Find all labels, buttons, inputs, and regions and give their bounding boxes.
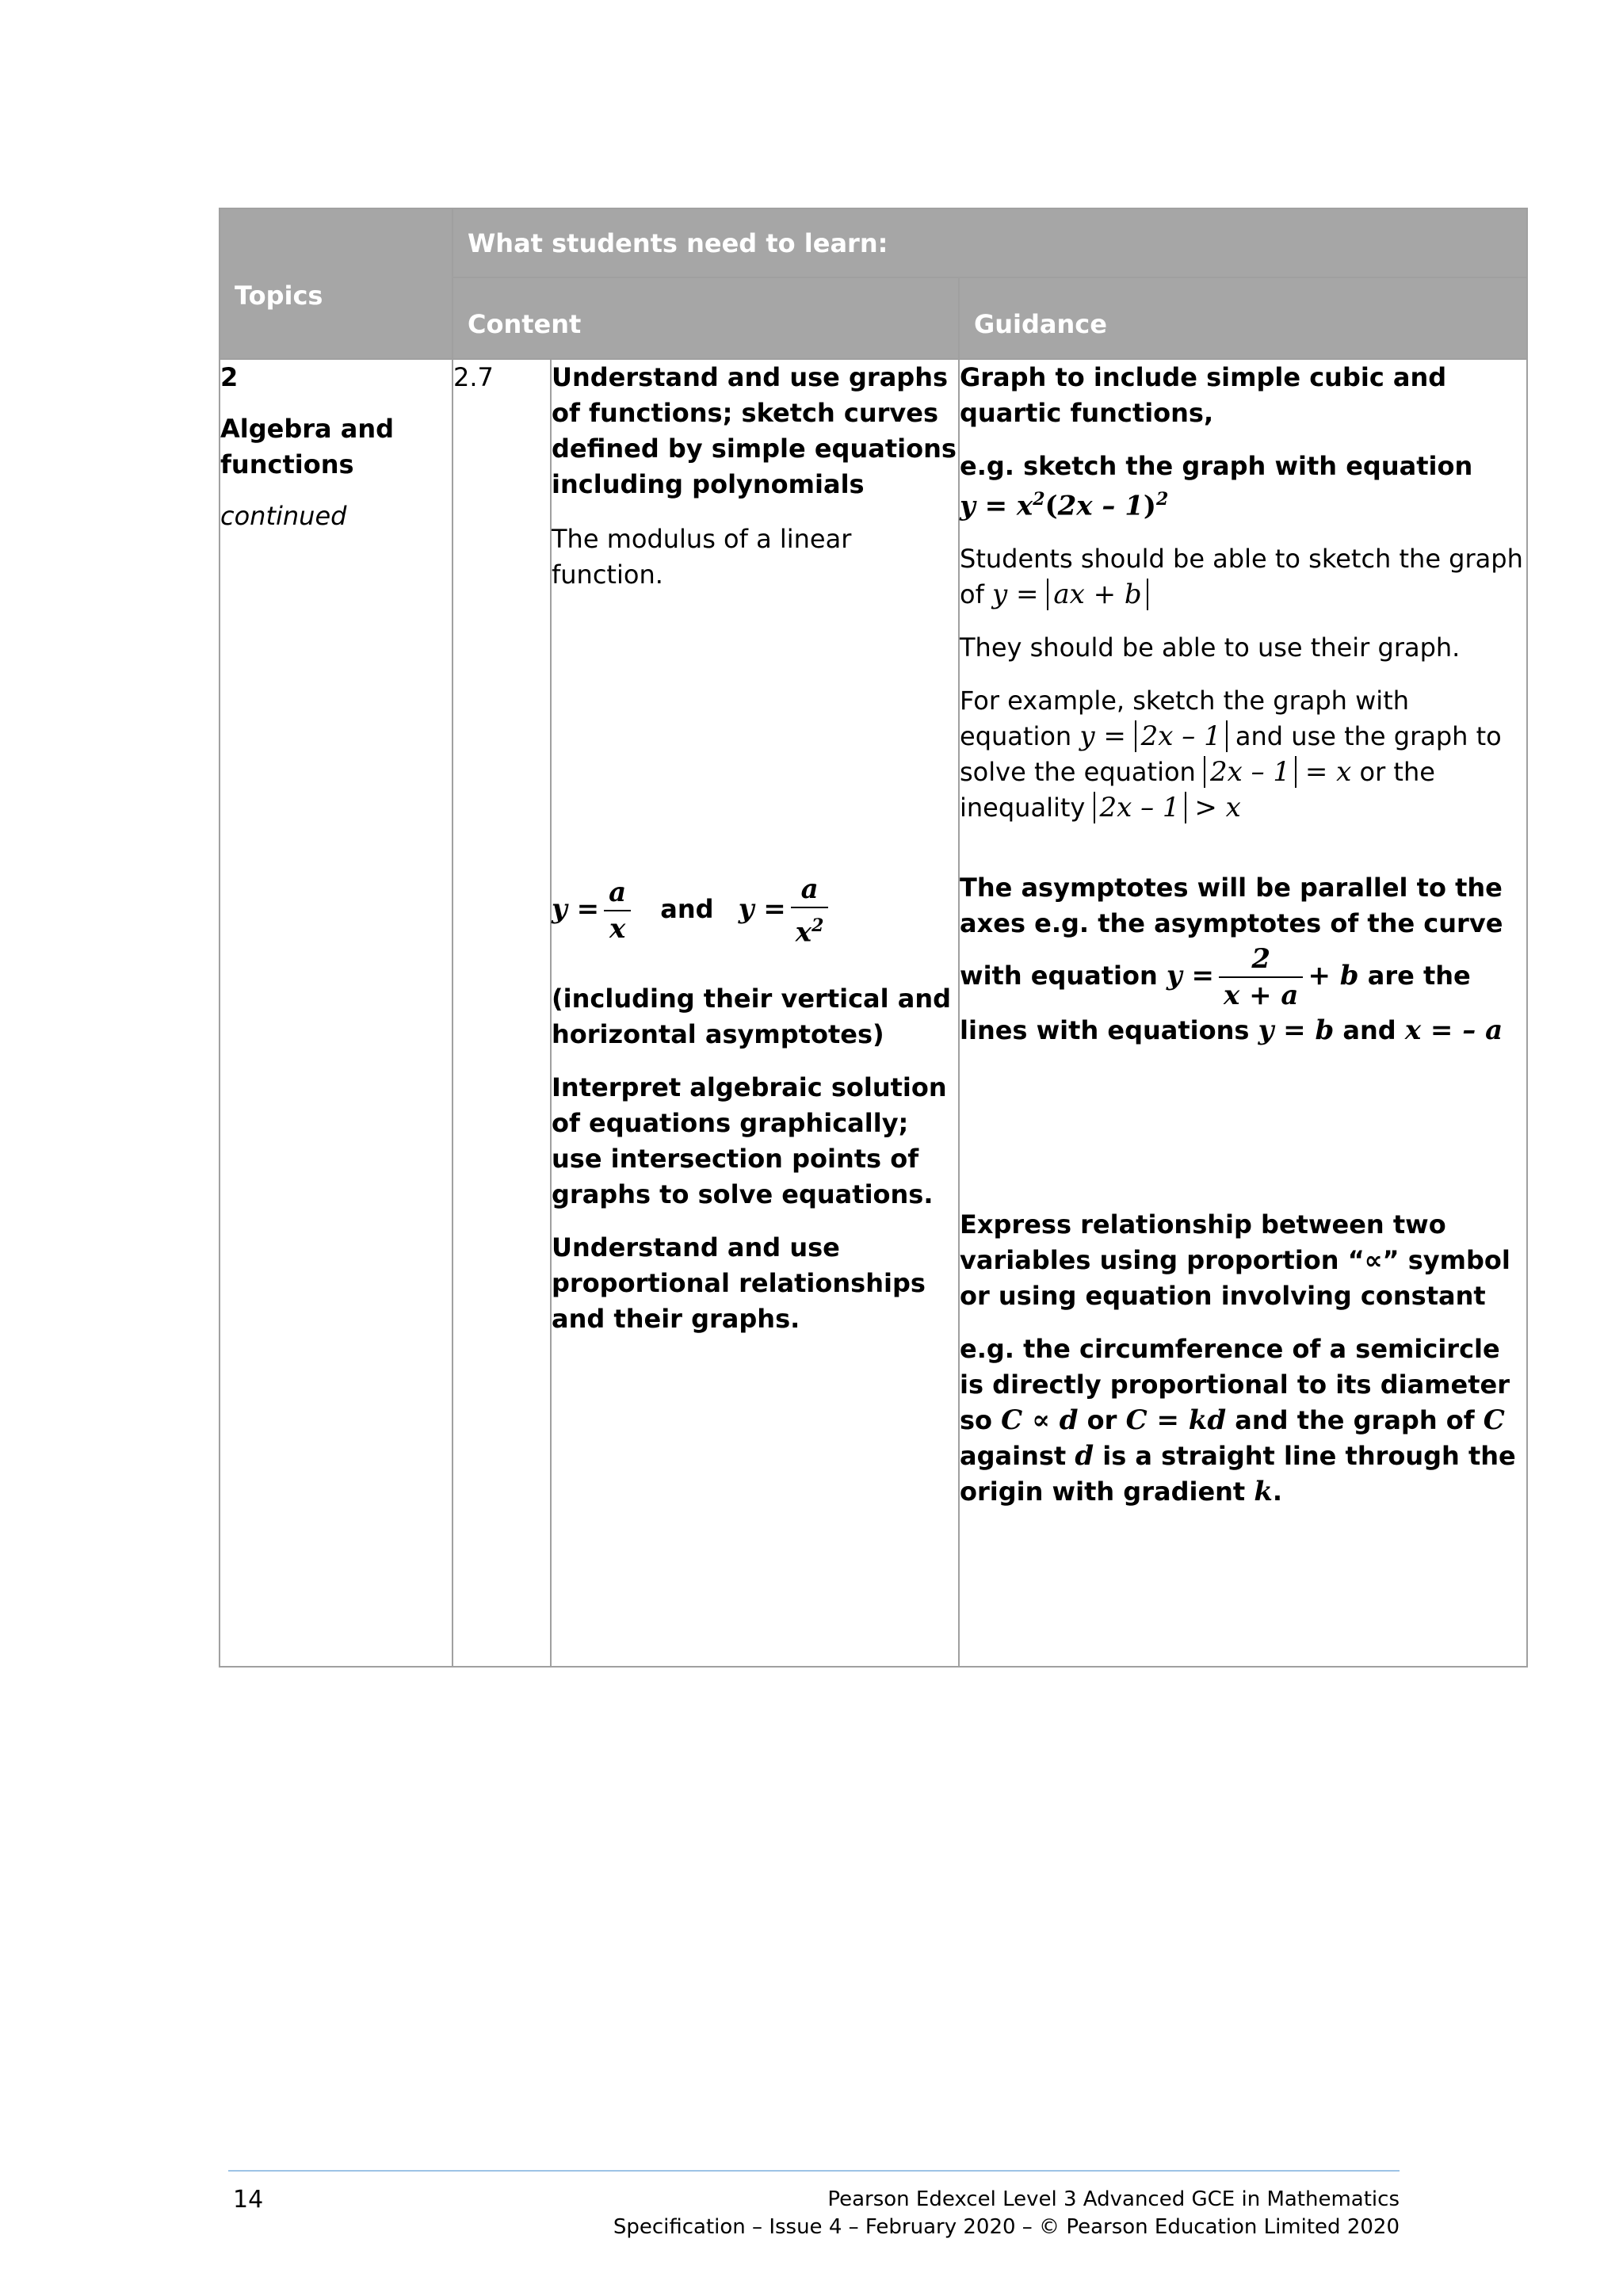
reference-cell (453, 359, 551, 1667)
header-topics: Topics (220, 208, 453, 359)
equation-y-equals-a-over-x: y = $\frac{a}{x}$ (552, 893, 636, 925)
variable-k: k (1254, 1476, 1273, 1508)
equation-c-equals-kd: C = kd (1125, 1404, 1227, 1437)
guidance-modulus-sketch: Students should be able to sketch the graph of y = ax + b (960, 544, 1523, 611)
variable-d: d (1075, 1440, 1094, 1473)
guidance-use-graph: They should be able to use their graph. (960, 632, 1461, 663)
equation-c-proportional-d: C ∝ d (1001, 1404, 1079, 1437)
guidance-express-proportion: Express relationship between two variables using proportion “∝” symbol or using equation involving constant (960, 1209, 1510, 1312)
equation-y-equals-b: y = b (1258, 1014, 1335, 1047)
content-asymptotes-note: (including their vertical and horizontal asymptotes) (552, 984, 952, 1050)
equation-abs-2x-minus-1-equals-x: 2x – 1 = x (1204, 756, 1351, 788)
inequality-abs-2x-minus-1-greater-than-x: 2x – 1 > x (1094, 792, 1241, 823)
content-graphs-of-functions: Understand and use graphs of functions; sketch curves defined by simple equations including polynomials (552, 362, 957, 499)
topic-name: Algebra and functions (220, 414, 395, 479)
content-interpret-algebraic: Interpret algebraic solution of equations graphically; use intersection points of graphs to solve equations. (552, 1072, 947, 1210)
footer-specification: Specification – Issue 4 – February 2020 – © Pearson Education Limited 2020 (613, 2215, 1400, 2239)
equation-y-equals-abs-2x-minus-1: y = 2x – 1 (1079, 720, 1227, 752)
content-proportional: Understand and use proportional relationships and their graphs. (552, 1232, 926, 1335)
specification-table (219, 208, 1528, 1668)
topic-number: 2 (220, 362, 239, 392)
topic-continued: continued (220, 501, 347, 531)
header-content: Content (453, 277, 959, 359)
equation-y-equals-a-over-x-squared: y = $\frac{a}{x^2}$ (739, 893, 834, 925)
equation-x-equals-minus-a: x = – a (1404, 1014, 1503, 1047)
equation-y-equals-abs-ax-plus-b: y = ax + b (992, 579, 1148, 610)
header-guidance: Guidance (959, 277, 1527, 359)
guidance-eg-sketch: e.g. sketch the graph with equation (960, 451, 1473, 481)
equation-y-equals-x-squared-2x-minus-1-squared: $y = x^2(2x - 1)^2$ (960, 489, 1169, 522)
equation-y-equals-2-over-x-plus-a-plus-b: y = $\frac{2}{x + a}$ + b (1166, 943, 1359, 1012)
footer-title: Pearson Edexcel Level 3 Advanced GCE in Mathematics (827, 2187, 1400, 2211)
content-reciprocal-functions: y = $\frac{a}{x}$ and y = $\frac{a}{x^2}$ (552, 872, 958, 949)
content-cell (551, 359, 959, 1667)
guidance-cubic-quartic: Graph to include simple cubic and quartic functions, (960, 362, 1447, 428)
content-spacer (552, 610, 958, 872)
topic-cell (220, 359, 453, 1667)
content-modulus: The modulus of a linear function. (552, 524, 852, 590)
page-number: 14 (233, 2186, 264, 2214)
guidance-for-example: For example, sketch the graph with equation y = 2x – 1 and use the graph to solve the equation 2x – 1 = x or the inequality 2x – 1 > x (960, 686, 1502, 824)
header-what-students-need-to-learn: What students need to learn: (453, 208, 1527, 277)
guidance-cell (959, 359, 1527, 1667)
reference-number: 2.7 (453, 362, 494, 392)
guidance-eg-circumference: e.g. the circumference of a semicircle is directly proportional to its diameter so C ∝ d or C = kd and the graph of C against d is a straight line through the origin with gradient k. (960, 1334, 1516, 1508)
guidance-asymptotes: The asymptotes will be parallel to the axes e.g. the asymptotes of the curve with equation y = $\frac{2}{x + a}$ + b are the lines with equations y = b and x = – a (960, 873, 1503, 1047)
variable-c: C (1483, 1404, 1505, 1437)
footer-divider (228, 2170, 1400, 2172)
